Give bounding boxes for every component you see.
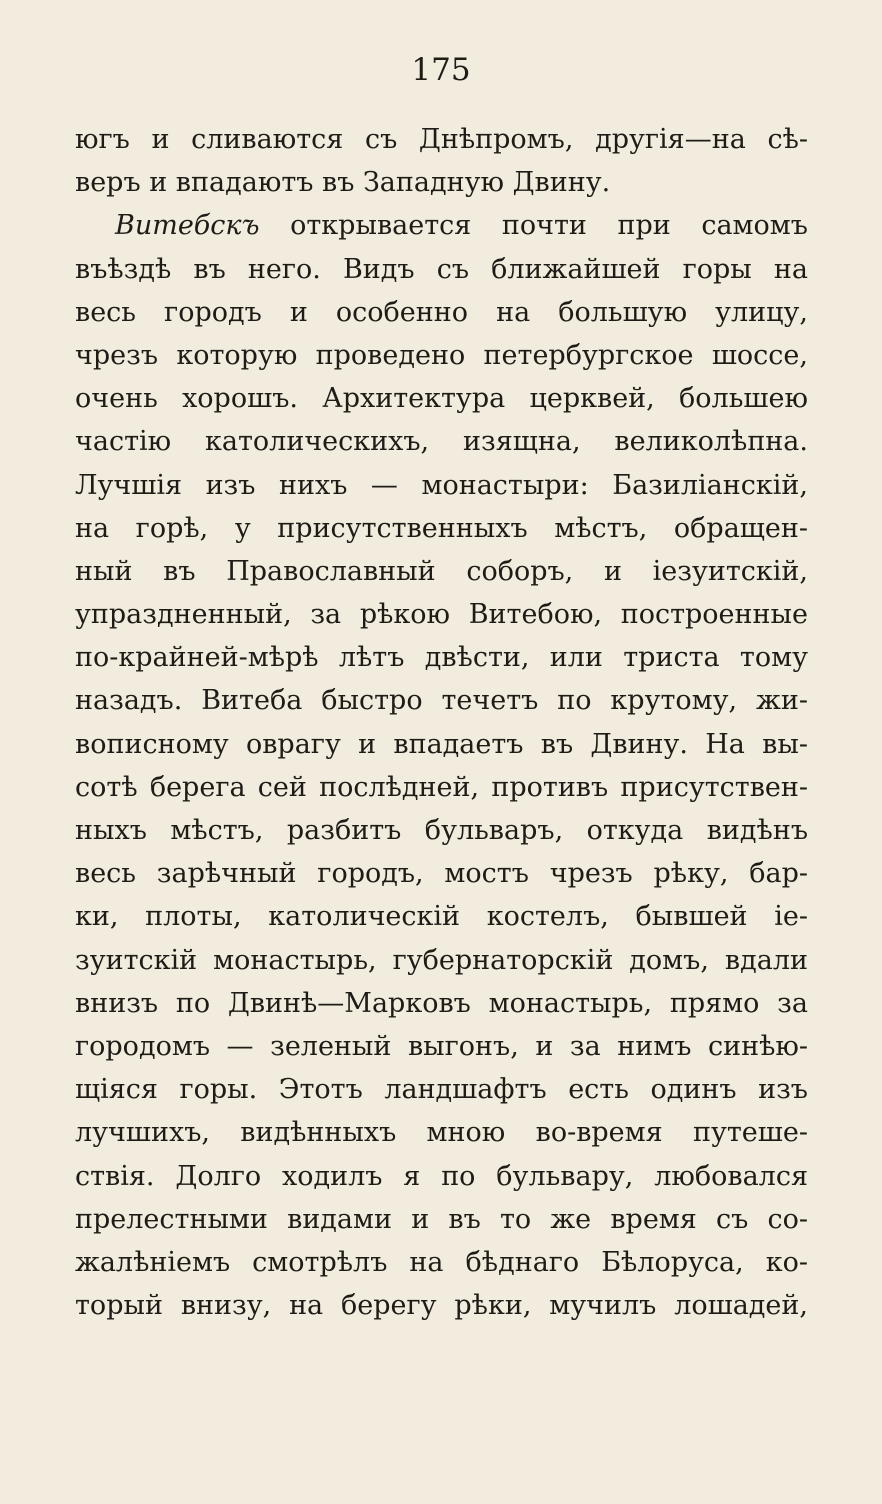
text-segment: очень хорошъ. Архитектура церквей, большею [75,383,808,415]
text-line [75,809,808,852]
text-line [75,248,808,291]
text-segment: весь городъ и особенно на большую улицу, [75,296,808,328]
text-line [75,852,808,895]
text-segment: вописному оврагу и впадаетъ въ Двину. На вы- [75,728,808,760]
text-line [75,1111,808,1154]
text-segment: внизъ по Двинѣ—Марковъ монастырь, прямо за [75,987,808,1019]
page-number: 175 [411,52,471,88]
text-segment: жалѣніемъ смотрѣлъ на бѣднаго Бѣлоруса, ко- [75,1246,808,1278]
text-segment: частію католическихъ, изящна, великолѣпна. [75,426,808,458]
text-segment: зуитскій монастырь, губернаторскій домъ, вдали [75,944,808,976]
text-line [75,420,808,463]
text-segment: городомъ — зеленый выгонъ, и за нимъ синѣю- [75,1030,808,1062]
text-line [75,1025,808,1068]
text-segment: чрезъ которую проведено петербургское шоссе, [75,339,808,371]
text-line [75,636,808,679]
text-segment: сотѣ берега сей послѣдней, противъ присутствен- [75,771,808,803]
text-segment: на горѣ, у присутственныхъ мѣстъ, обращен- [75,512,808,544]
text-line [75,1155,808,1198]
text-line [75,1068,808,1111]
text-line [75,1241,808,1284]
body-text [75,118,808,1327]
text-line [75,507,808,550]
text-segment: щіяся горы. Этотъ ландшафтъ есть одинъ изъ [75,1074,808,1106]
text-line [75,291,808,334]
text-segment: весь зарѣчный городъ, мостъ чрезъ рѣку, бар- [75,858,808,890]
text-segment: Лучшія изъ нихъ — монастыри: Базиліанскій, [75,469,808,501]
text-line [75,204,808,247]
text-segment: ный въ Православный соборъ, и іезуитскій, [75,555,808,587]
text-line [75,895,808,938]
text-line [75,679,808,722]
text-segment: югъ и сливаются съ Днѣпромъ, другія—на сѣ- [75,124,808,155]
text-line [75,939,808,982]
text-line [75,593,808,636]
text-line [75,766,808,809]
text-segment: веръ и впадаютъ въ Западную Двину. [75,167,611,199]
text-line [75,550,808,593]
text-segment: ствія. Долго ходилъ я по бульвару, любовался [75,1160,808,1192]
text-segment: назадъ. Витеба быстро течетъ по крутому, жи- [75,685,808,717]
text-line [75,161,808,204]
text-line [75,1198,808,1241]
text-segment: прелестными видами и въ то же время съ со- [75,1203,808,1235]
text-segment: ныхъ мѣстъ, разбитъ бульваръ, откуда видѣнъ [75,815,808,846]
text-line [75,464,808,507]
text-segment: торый внизу, на берегу рѣки, мучилъ лошадей, [75,1290,808,1322]
text-line [75,334,808,377]
text-segment: лучшихъ, видѣнныхъ мною во-время путеше- [75,1117,808,1149]
text-line [75,377,808,420]
italic-text-segment: Витебскъ [115,210,260,242]
text-segment: упраздненный, за рѣкою Витебою, построенные [75,599,808,631]
text-segment: въѣздѣ въ него. Видъ съ ближайшей горы на [75,253,808,285]
text-line [75,982,808,1025]
text-line [75,1284,808,1327]
text-segment: по-крайней-мѣрѣ лѣтъ двѣсти, или триста тому [75,642,808,674]
text-segment: открывается почти при самомъ [259,210,808,242]
text-line [75,118,808,161]
text-line [75,723,808,766]
text-segment: ки, плоты, католическій костелъ, бывшей іе- [75,901,808,933]
